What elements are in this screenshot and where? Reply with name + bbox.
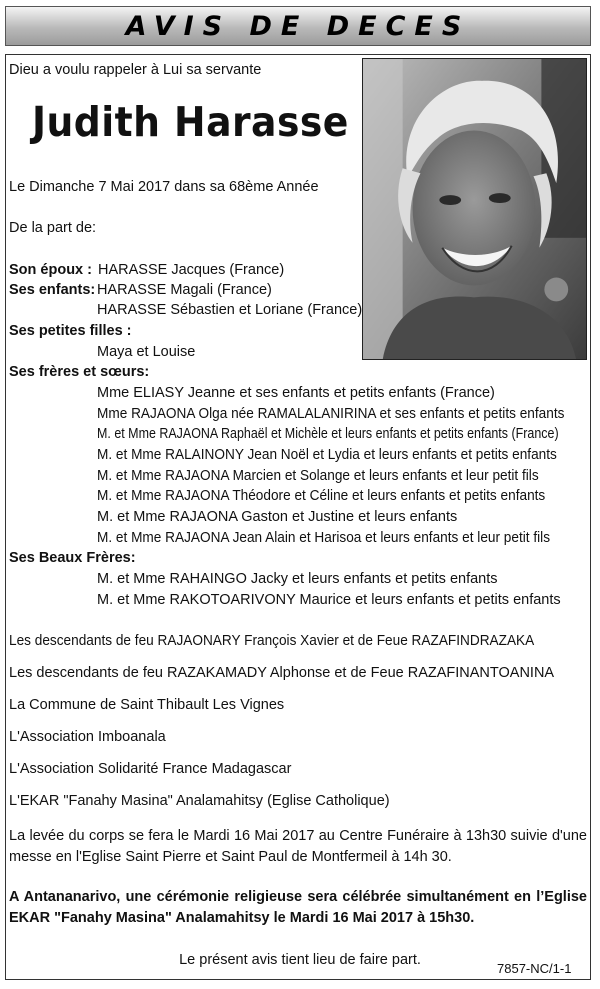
from-line: De la part de: <box>9 220 97 236</box>
reference-code: 7857-NC/1-1 <box>497 961 572 976</box>
children-label: Ses enfants: <box>9 282 96 298</box>
notice-title: AVIS DE DECES <box>125 10 471 42</box>
other-mourner-line: Les descendants de feu RAJAONARY François Xavier et de Feue RAZAFINDRAZAKA <box>9 633 535 649</box>
other-mourner-line: L'Association Imboanala <box>9 729 166 745</box>
granddaughters-label: Ses petites filles : <box>9 323 132 339</box>
brothers-in-law-label: Ses Beaux Frères: <box>9 550 136 566</box>
sibling-line: Mme RAJAONA Olga née RAMALALANIRINA et ses enfants et petits enfants <box>97 406 565 422</box>
spouse-value: HARASSE Jacques (France) <box>98 262 285 278</box>
intro-line: Dieu a voulu rappeler à Lui sa servante <box>9 62 262 78</box>
sibling-line: M. et Mme RAJAONA Raphaël et Michèle et leurs enfants et petits enfants (France) <box>97 426 559 442</box>
ceremony-details-paragraph: A Antananarivo, une cérémonie religieuse sera célébrée simultanément en l’Eglise EKAR "Fanahy Masina" Analamahitsy le Mardi 16 Mai 2017 à 15h30. <box>9 889 587 926</box>
notice-header <box>5 6 591 46</box>
brother-in-law-line: M. et Mme RAHAINGO Jacky et leurs enfants et petits enfants <box>97 571 498 587</box>
portrait-illustration <box>363 59 586 359</box>
other-mourner-line: L'Association Solidarité France Madagascar <box>9 761 292 777</box>
sibling-line: M. et Mme RAJAONA Marcien et Solange et leurs enfants et leur petit fils <box>97 468 539 484</box>
sibling-line: M. et Mme RAJAONA Jean Alain et Harisoa et leurs enfants et leur petit fils <box>97 530 551 546</box>
siblings-label: Ses frères et sœurs: <box>9 364 150 380</box>
sibling-line: M. et Mme RAJAONA Gaston et Justine et leurs enfants <box>97 509 458 525</box>
brother-in-law-line: M. et Mme RAKOTOARIVONY Maurice et leurs enfants et petits enfants <box>97 592 561 608</box>
child-line: HARASSE Magali (France) <box>97 282 272 298</box>
sibling-line: Mme ELIASY Jeanne et ses enfants et petits enfants (France) <box>97 385 495 401</box>
child-line: HARASSE Sébastien et Loriane (France) <box>97 302 363 318</box>
spouse-label: Son époux : <box>9 262 92 278</box>
other-mourner-line: La Commune de Saint Thibault Les Vignes <box>9 697 285 713</box>
funeral-details-paragraph: La levée du corps se fera le Mardi 16 Mai 2017 au Centre Funéraire à 13h30 suivie d'une messe en l'Eglise Saint Pierre et Saint Paul de Montfermeil à 14h 30. <box>9 828 587 865</box>
sibling-line: M. et Mme RAJAONA Théodore et Céline et leurs enfants et petits enfants <box>97 488 546 504</box>
deceased-name: Judith Harasse <box>32 98 349 146</box>
sibling-line: M. et Mme RALAINONY Jean Noël et Lydia et leurs enfants et petits enfants <box>97 447 557 463</box>
other-mourner-line: Les descendants de feu RAZAKAMADY Alphonse et de Feue RAZAFINANTOANINA <box>9 665 555 681</box>
footer-note: Le présent avis tient lieu de faire part. <box>179 952 421 968</box>
date-line: Le Dimanche 7 Mai 2017 dans sa 68ème Année <box>9 179 319 195</box>
portrait-photo <box>362 58 587 360</box>
granddaughter-line: Maya et Louise <box>97 344 196 360</box>
other-mourner-line: L'EKAR "Fanahy Masina" Analamahitsy (Eglise Catholique) <box>9 793 390 809</box>
